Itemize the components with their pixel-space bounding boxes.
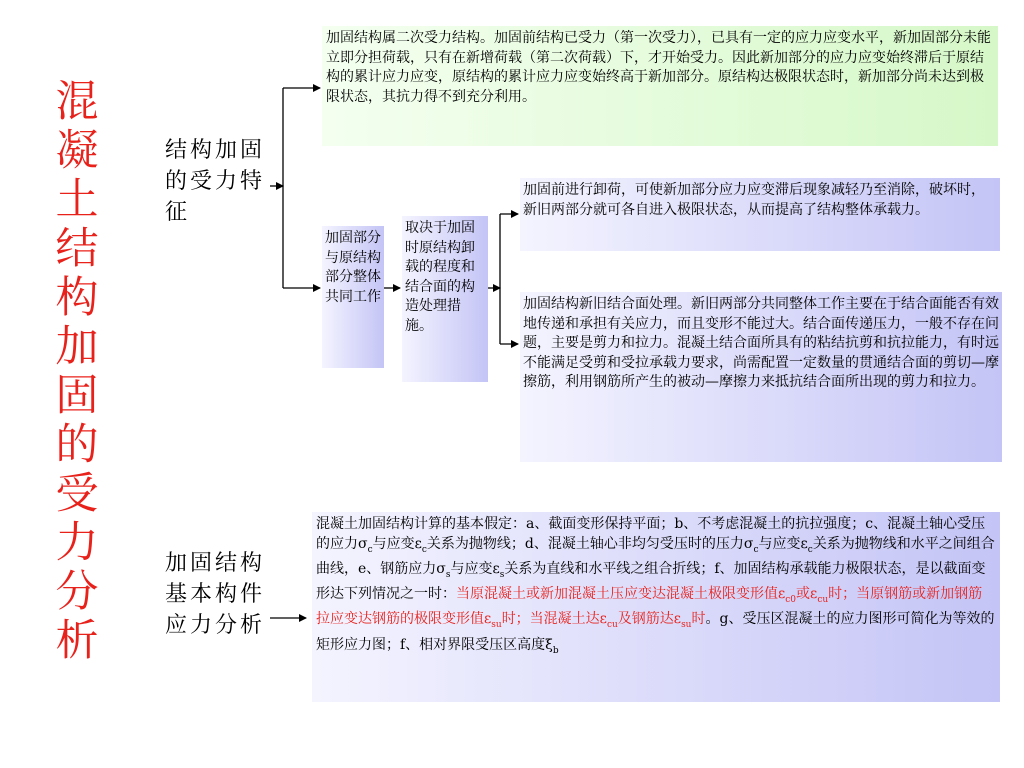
page-title: 混凝土结构加固的受力分析 bbox=[55, 77, 99, 666]
assumption-text: 与应变ε bbox=[758, 535, 808, 552]
subscript: s bbox=[445, 569, 451, 580]
assumption-text: 关系为抛物线；d、混凝土轴心非均匀受压时的压力σ bbox=[426, 535, 754, 552]
assumption-text: 与应变ε bbox=[450, 560, 500, 577]
subscript: c0 bbox=[785, 594, 797, 605]
subscript: c bbox=[421, 544, 427, 555]
limit-state-text: 及钢筋达ε bbox=[617, 611, 682, 628]
limit-state-text: 时 bbox=[691, 611, 706, 628]
subscript: cu bbox=[817, 594, 829, 605]
assumption-text: 关系为抛物线和水平之间组合曲线，e、钢筋应力σ bbox=[316, 535, 995, 577]
box-depends-on: 取决于加固时原结构卸载的程度和结合面的构造处理措施。 bbox=[402, 216, 488, 382]
subscript: c bbox=[367, 544, 373, 555]
subscript: su bbox=[681, 620, 692, 631]
limit-state-text: 当原混凝土或新加混凝土压应变达混凝土极限变形值ε bbox=[456, 586, 786, 603]
subscript: s bbox=[499, 569, 505, 580]
assumption-text: 与应变ε bbox=[372, 535, 422, 552]
box-assumptions bbox=[312, 512, 1000, 702]
subscript: c bbox=[753, 544, 759, 555]
box-secondary-stress: 加固结构属二次受力结构。加固前结构已受力（第一次受力），已具有一定的应力应变水平，新加固部分未能立即分担荷载，只有在新增荷载（第二次荷载）下，才开始受力。因此新加部分的应力应变始终滞后于原结构的累计应力应变，原结构的累计应力应变始终高于新加部分。原结构达极限状态时，新加部分尚未达到极限状态，其抗力得不到充分利用。 bbox=[322, 26, 998, 146]
label-structure-features: 结构加固的受力特征 bbox=[165, 138, 266, 225]
box-unloading: 加固前进行卸荷，可使新加部分应力应变滞后现象减轻乃至消除，破坏时，新旧两部分就可各自进入极限状态，从而提高了结构整体承载力。 bbox=[520, 178, 1000, 251]
subscript: cu bbox=[606, 620, 618, 631]
label-member-analysis: 加固结构基本构件应力分析 bbox=[165, 551, 266, 638]
box-joint-work: 加固部分与原结构部分整体共同工作 bbox=[322, 226, 384, 368]
limit-state-text: 或ε bbox=[796, 586, 818, 603]
limit-state-text: 时；当混凝土达ε bbox=[501, 611, 607, 628]
subscript: b bbox=[552, 645, 559, 656]
assumption-text: 。g、受压区混凝土的应力图形可简化为等效的矩形应力图；f、相对界限受压区高度ξ bbox=[316, 611, 995, 653]
assumption-text: 混凝土加固结构计算的基本假定：a、截面变形保持平面；b、不考虑混凝土的抗拉强度；c、混凝土轴心受压的应力σ bbox=[316, 516, 986, 552]
limit-state-text: 时；当原钢筋或新加钢筋拉应变达钢筋的极限变形值ε bbox=[316, 586, 983, 628]
subscript: c bbox=[807, 544, 813, 555]
assumption-text: 关系为直线和水平线之组合折线；f、加固结构承载能力极限状态，是以截面变形达下列情况之一时： bbox=[316, 560, 986, 603]
subscript: su bbox=[491, 620, 502, 631]
box-interface: 加固结构新旧结合面处理。新旧两部分共同整体工作主要在于结合面能否有效地传递和承担有关应力，而且变形不能过大。结合面传递压力，一般不存在问题，主要是剪力和拉力。混凝土结合面所具有的粘结抗剪和抗拉能力，有时远不能满足受剪和受拉承载力要求，尚需配置一定数量的贯通结合面的剪切—摩擦筋，利用钢筋所产生的被动—摩擦力来抵抗结合面所出现的剪力和拉力。 bbox=[520, 292, 1002, 462]
